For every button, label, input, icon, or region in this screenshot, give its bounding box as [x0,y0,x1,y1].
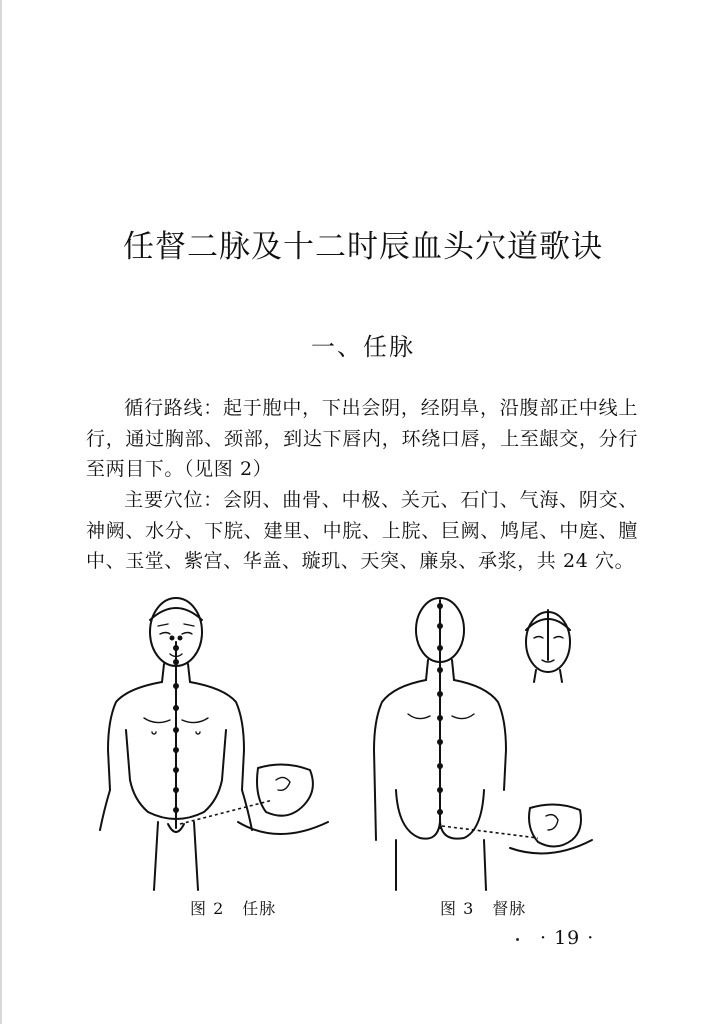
face-inset [526,610,570,682]
route-paragraph [86,393,638,485]
ren-meridian-line [170,636,183,829]
figure-2-label: 任脉 [242,899,277,918]
page-title: 任督二脉及十二时辰血头穴道歌诀 [123,228,603,265]
figure-3-caption [440,896,526,919]
stray-dot [516,938,519,941]
figure-2-number: 图 2 [190,899,225,918]
figure-2-caption [190,896,276,919]
figure-ren-meridian [88,590,338,890]
page-number: · 19 · [540,927,595,949]
figure-3-number: 图 3 [440,899,475,918]
figure-3-label: 督脉 [492,899,527,918]
du-meridian-illustration [360,590,600,890]
figure-du-meridian [360,590,600,890]
section-heading: 一、任脉 [311,333,415,361]
points-text: 主要穴位：会阴、曲骨、中极、关元、石门、气海、阴交、神阙、水分、下脘、建里、中脘、上脘、巨阙、鸠尾、中庭、膻中、玉堂、紫宫、华盖、璇玑、天突、廉泉、承浆，共 24 穴。 [86,489,638,572]
points-paragraph [86,485,638,577]
du-meridian-line [437,600,443,828]
route-text: 循行路线：起于胞中，下出会阴，经阴阜，沿腹部正中线上行，通过胸部、颈部，到达下唇内，环绕口唇，上至龈交，分行至两目下。（见图 2） [86,397,638,480]
page-edge [0,0,2,1024]
ren-meridian-illustration [88,590,338,890]
